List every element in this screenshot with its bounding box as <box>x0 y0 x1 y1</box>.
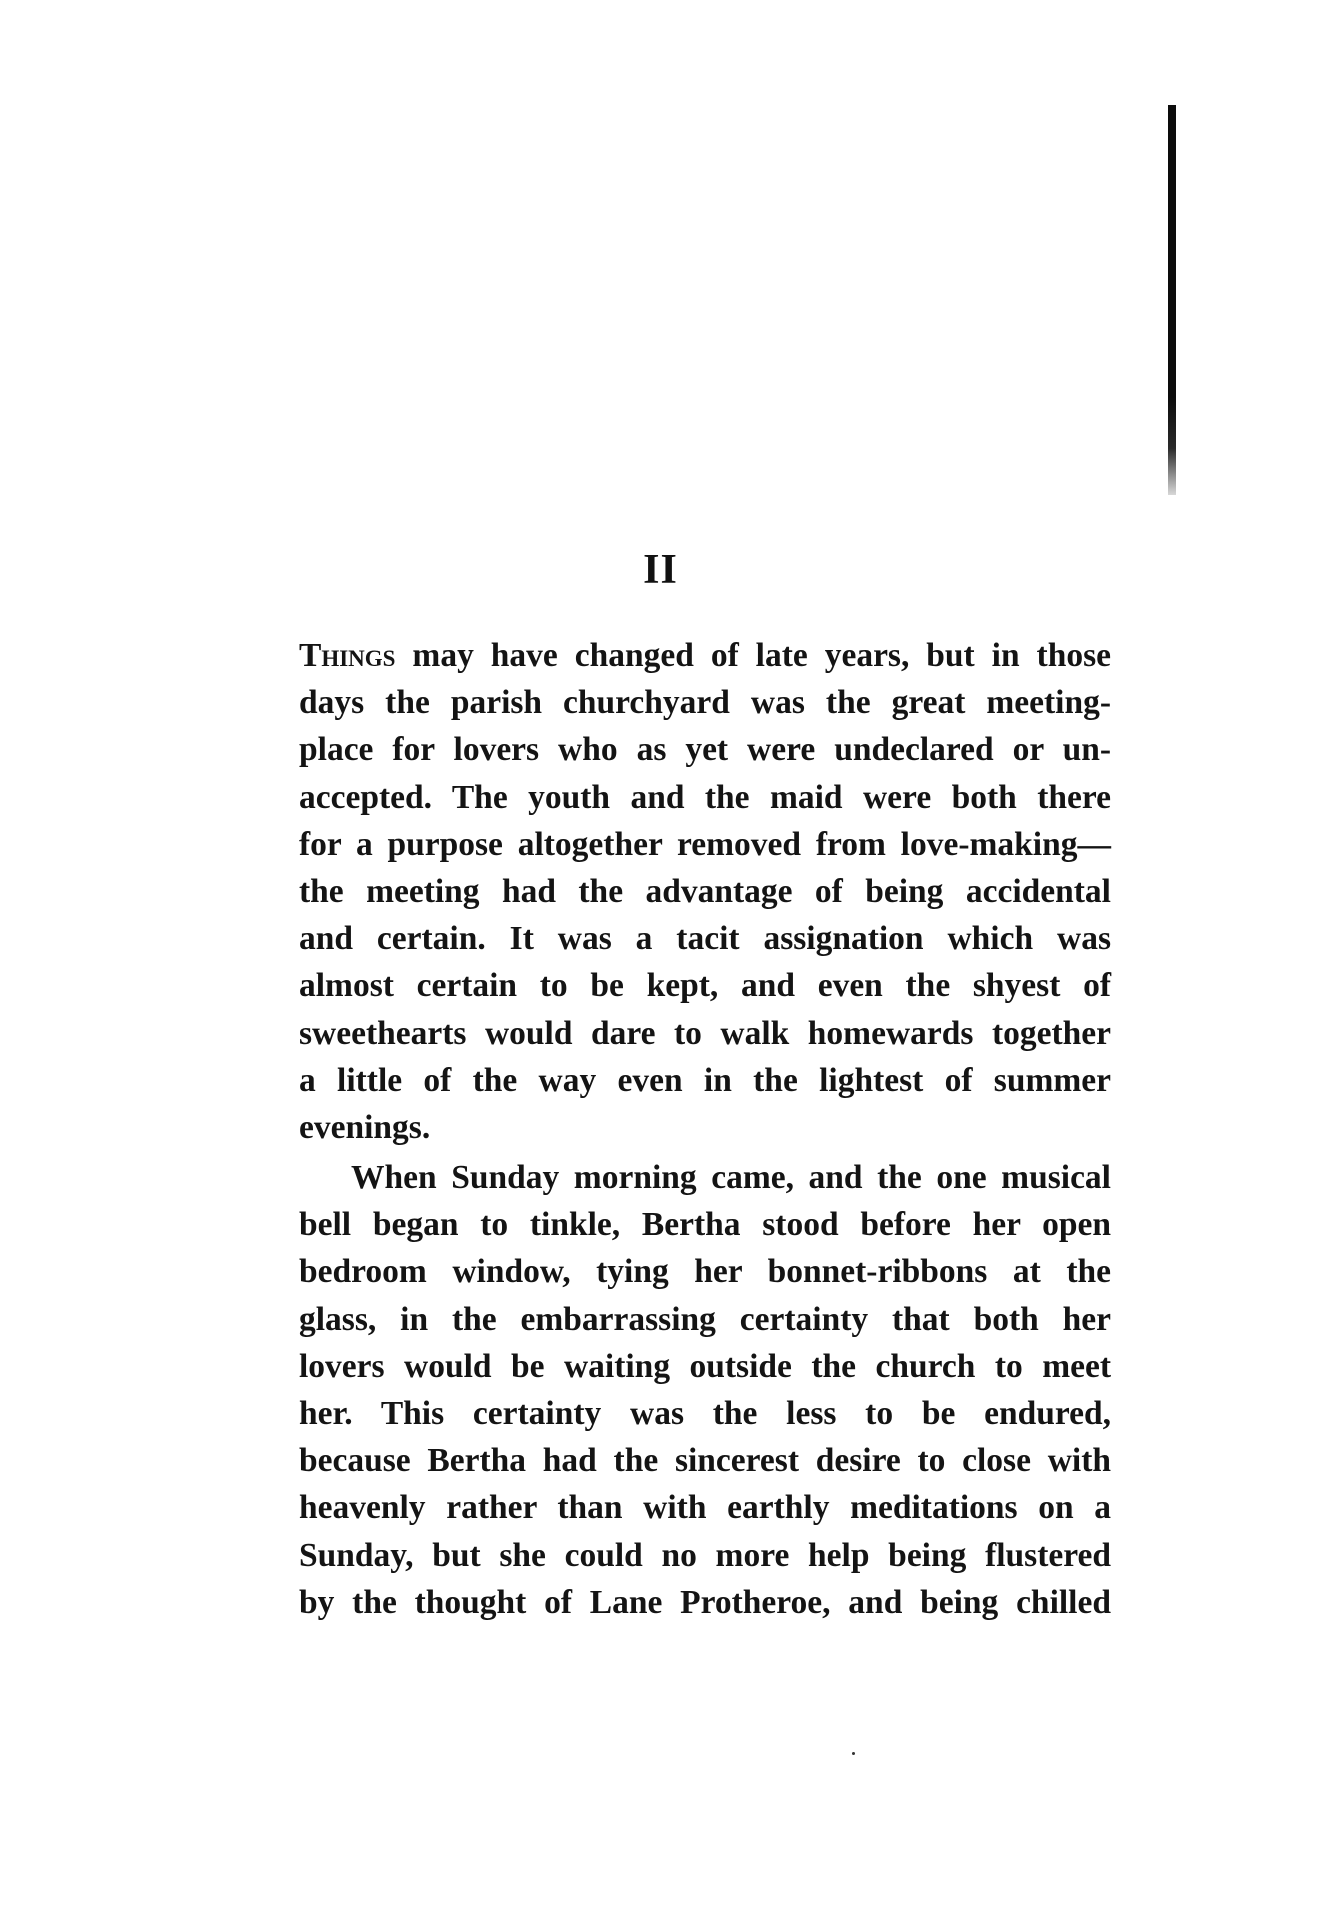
body-text <box>299 632 1111 1626</box>
text-line: accepted. The youth and the maid were both there <box>299 778 1111 816</box>
text-line: bell began to tinkle, Bertha stood before her open <box>299 1206 1111 1244</box>
text-line: and certain. It was a tacit assignation which was <box>299 920 1111 958</box>
text-line: lovers would be waiting outside the church to meet <box>299 1347 1111 1385</box>
text-line: a little of the way even in the lightest of summer <box>299 1061 1111 1099</box>
text-line: glass, in the embarrassing certainty that both her <box>299 1300 1111 1338</box>
text-line: When Sunday morning came, and the one musical <box>351 1159 1111 1197</box>
lead-word: Things <box>299 637 396 674</box>
text-line: Sunday, but she could no more help being flustered <box>299 1536 1111 1574</box>
scan-speck <box>852 1752 855 1755</box>
text-line: place for lovers who as yet were undeclared or un- <box>299 731 1111 769</box>
text-line: sweethearts would dare to walk homewards together <box>299 1014 1111 1052</box>
scan-edge-mark <box>1168 105 1176 495</box>
text-line: for a purpose altogether removed from love-making— <box>299 825 1111 863</box>
text-line: almost certain to be kept, and even the shyest of <box>299 967 1111 1005</box>
text-line: by the thought of Lane Protheroe, and being chilled <box>299 1583 1111 1621</box>
text-line: the meeting had the advantage of being accidental <box>299 872 1111 910</box>
text-line: heavenly rather than with earthly meditations on a <box>299 1489 1111 1527</box>
text-line: bedroom window, tying her bonnet-ribbons at the <box>299 1253 1111 1291</box>
text-line: because Bertha had the sincerest desire to close with <box>299 1442 1111 1480</box>
chapter-number: II <box>643 547 678 593</box>
text-line: Things may have changed of late years, but in those <box>299 637 1111 674</box>
text-line: her. This certainty was the less to be endured, <box>299 1395 1111 1432</box>
text-line: days the parish churchyard was the great meeting- <box>299 684 1111 722</box>
text-line: evenings. <box>299 1108 431 1146</box>
